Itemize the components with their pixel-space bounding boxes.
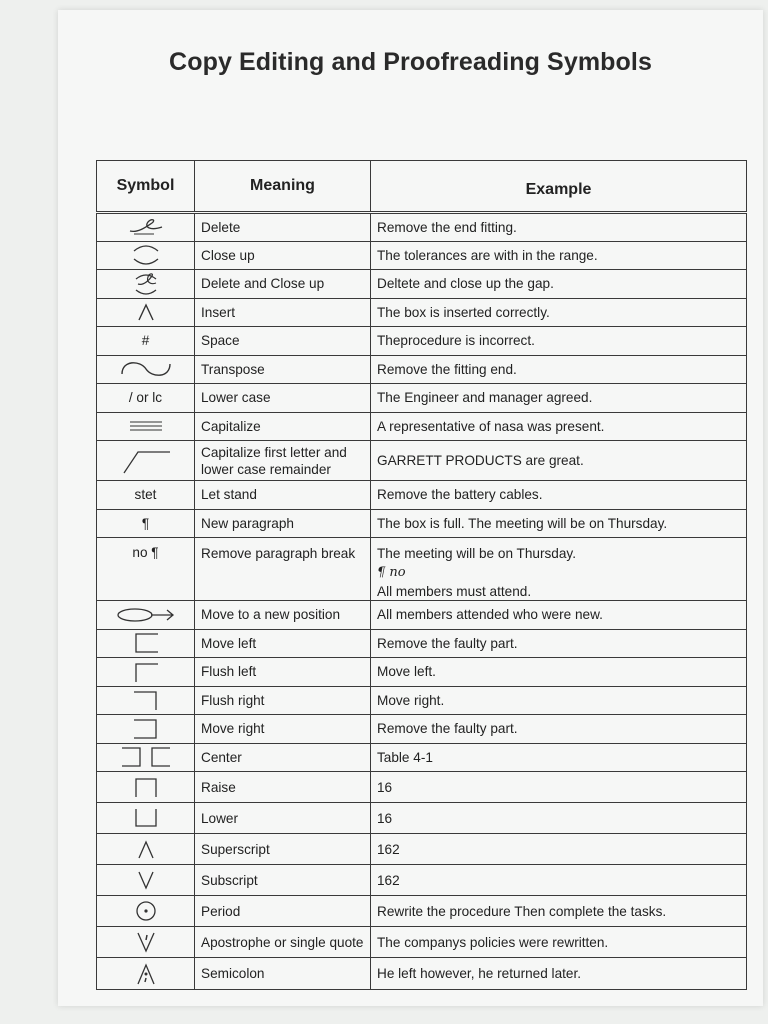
caret-icon — [124, 301, 168, 323]
table-row — [97, 743, 747, 772]
move-right-bracket-icon — [124, 717, 168, 741]
example-cell: Theprocedure is incorrect. — [371, 327, 747, 356]
table-header-row — [97, 161, 747, 213]
header-example: Example — [371, 161, 747, 213]
page-title: Copy Editing and Proofreading Symbols — [169, 48, 652, 76]
delete-loop-icon — [124, 217, 168, 237]
table-row — [97, 509, 747, 538]
meaning-cell: Apostrophe or single quote — [195, 927, 371, 958]
symbol-cell — [97, 355, 195, 384]
table-row — [97, 355, 747, 384]
example-cell: All members attended who were new. — [371, 601, 747, 630]
symbol-cell — [97, 803, 195, 834]
meaning-cell: Close up — [195, 241, 371, 270]
example-cell: The box is inserted correctly. — [371, 298, 747, 327]
symbols-table — [96, 160, 747, 990]
delete-and-close-up-icon — [124, 271, 168, 297]
table-row — [97, 384, 747, 413]
table-row — [97, 270, 747, 299]
symbol-cell: stet — [97, 481, 195, 510]
header-symbol: Symbol — [97, 161, 195, 213]
move-left-bracket-icon — [124, 631, 168, 655]
symbol-cell: # — [97, 327, 195, 356]
table-row — [97, 772, 747, 803]
table-row — [97, 896, 747, 927]
table-row — [97, 658, 747, 687]
no-paragraph-annotation: ¶ no — [377, 565, 406, 580]
symbol-cell — [97, 715, 195, 744]
meaning-cell: Period — [195, 896, 371, 927]
symbol-cell — [97, 298, 195, 327]
example-cell: Remove the battery cables. — [371, 481, 747, 510]
symbol-cell — [97, 241, 195, 270]
example-cell: Deltete and close up the gap. — [371, 270, 747, 299]
example-cell: 162 — [371, 865, 747, 896]
document-page — [58, 10, 763, 1006]
center-brackets-icon — [114, 745, 178, 769]
table-row — [97, 865, 747, 896]
apostrophe-icon — [124, 929, 168, 955]
table-row — [97, 241, 747, 270]
table-row — [97, 686, 747, 715]
symbol-cell — [97, 270, 195, 299]
example-cell: The Engineer and manager agreed. — [371, 384, 747, 413]
meaning-cell: Raise — [195, 772, 371, 803]
meaning-cell: Subscript — [195, 865, 371, 896]
table-row — [97, 481, 747, 510]
table-row — [97, 538, 747, 601]
symbol-cell — [97, 772, 195, 803]
example-cell: Remove the end fitting. — [371, 213, 747, 242]
table-row — [97, 629, 747, 658]
meaning-cell: Delete — [195, 213, 371, 242]
table-row — [97, 834, 747, 865]
example-cell: 162 — [371, 834, 747, 865]
example-cell: Move right. — [371, 686, 747, 715]
symbol-cell — [97, 441, 195, 481]
meaning-cell: Move left — [195, 629, 371, 658]
example-cell: Table 4-1 — [371, 743, 747, 772]
move-arrow-icon — [113, 605, 179, 625]
subscript-icon — [124, 868, 168, 892]
example-cell: A representative of nasa was present. — [371, 412, 747, 441]
meaning-cell: Insert — [195, 298, 371, 327]
symbol-cell — [97, 896, 195, 927]
symbol-cell: no ¶ — [97, 538, 195, 601]
table-row — [97, 927, 747, 958]
symbol-cell — [97, 658, 195, 687]
meaning-cell: Flush left — [195, 658, 371, 687]
table-row — [97, 803, 747, 834]
symbol-cell: / or lc — [97, 384, 195, 413]
example-cell: Rewrite the procedure Then complete the tasks. — [371, 896, 747, 927]
table-row — [97, 958, 747, 990]
lower-icon — [124, 806, 168, 830]
symbol-cell — [97, 629, 195, 658]
table-row — [97, 715, 747, 744]
meaning-cell: Remove paragraph break — [195, 538, 371, 601]
meaning-cell: Semicolon — [195, 958, 371, 990]
flush-right-icon — [124, 688, 168, 712]
meaning-cell: Capitalize first letter and lower case remainder — [195, 441, 371, 481]
symbol-cell: ¶ — [97, 509, 195, 538]
example-line: All members must attend. — [377, 584, 532, 599]
meaning-cell: New paragraph — [195, 509, 371, 538]
close-up-icon — [124, 243, 168, 267]
table-row — [97, 327, 747, 356]
example-cell: Remove the faulty part. — [371, 629, 747, 658]
symbol-cell — [97, 865, 195, 896]
meaning-cell: Delete and Close up — [195, 270, 371, 299]
meaning-cell: Lower case — [195, 384, 371, 413]
example-cell: The box is full. The meeting will be on Thursday. — [371, 509, 747, 538]
triple-underline-icon — [124, 418, 168, 434]
meaning-cell: Flush right — [195, 686, 371, 715]
cap-first-letter-icon — [116, 446, 176, 476]
meaning-cell: Superscript — [195, 834, 371, 865]
example-cell — [371, 538, 747, 601]
table-row — [97, 441, 747, 481]
raise-icon — [124, 775, 168, 799]
table-row — [97, 412, 747, 441]
symbol-cell — [97, 686, 195, 715]
table-row — [97, 213, 747, 242]
example-cell: Remove the faulty part. — [371, 715, 747, 744]
example-cell: The tolerances are with in the range. — [371, 241, 747, 270]
meaning-cell: Transpose — [195, 355, 371, 384]
example-cell: He left however, he returned later. — [371, 958, 747, 990]
symbol-cell — [97, 958, 195, 990]
period-circle-icon — [124, 898, 168, 924]
meaning-cell: Capitalize — [195, 412, 371, 441]
header-meaning: Meaning — [195, 161, 371, 213]
meaning-cell: Let stand — [195, 481, 371, 510]
meaning-cell: Center — [195, 743, 371, 772]
example-cell: 16 — [371, 803, 747, 834]
meaning-cell: Move right — [195, 715, 371, 744]
meaning-cell: Space — [195, 327, 371, 356]
symbol-cell — [97, 601, 195, 630]
symbol-cell — [97, 412, 195, 441]
example-cell: Move left. — [371, 658, 747, 687]
table-row — [97, 298, 747, 327]
symbol-cell — [97, 927, 195, 958]
example-cell: The companys policies were rewritten. — [371, 927, 747, 958]
flush-left-icon — [124, 660, 168, 684]
table-row — [97, 601, 747, 630]
example-cell: GARRETT PRODUCTS are great. — [371, 441, 747, 481]
example-cell: 16 — [371, 772, 747, 803]
example-cell: Remove the fitting end. — [371, 355, 747, 384]
symbol-cell — [97, 834, 195, 865]
meaning-cell: Lower — [195, 803, 371, 834]
superscript-icon — [124, 837, 168, 861]
example-line: The meeting will be on Thursday. — [377, 546, 576, 561]
semicolon-icon — [124, 961, 168, 987]
transpose-icon — [116, 356, 176, 382]
symbol-cell — [97, 743, 195, 772]
meaning-cell: Move to a new position — [195, 601, 371, 630]
symbol-cell — [97, 213, 195, 242]
